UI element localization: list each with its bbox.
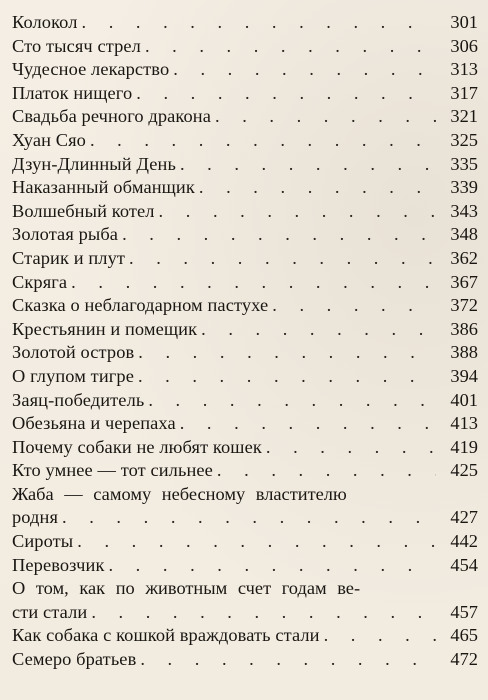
- toc-entry-page: 442: [450, 531, 478, 552]
- toc-entry-page: 386: [450, 318, 478, 339]
- toc-entry-page: 413: [450, 413, 478, 434]
- toc-entry-page: 388: [450, 342, 478, 363]
- dot-leader: [201, 318, 436, 342]
- toc-entry-title: Чудесное лекарство: [12, 59, 170, 80]
- dot-leader: [90, 129, 436, 153]
- toc-entry: [12, 530, 478, 554]
- toc-entry: [12, 389, 478, 413]
- dot-leader: [136, 82, 436, 106]
- toc-entry-page: 339: [450, 177, 478, 198]
- dot-leader: [199, 176, 436, 200]
- toc-entry: [12, 247, 478, 271]
- dot-leader: [180, 412, 436, 436]
- toc-entry-title: Сироты: [12, 531, 74, 552]
- toc-entry-page: 394: [450, 365, 478, 386]
- toc-entry: [12, 648, 478, 672]
- toc-entry-title: Старик и плут: [12, 247, 126, 268]
- dot-leader: [159, 200, 436, 224]
- toc-entry: [12, 341, 478, 365]
- toc-entry: [12, 318, 478, 342]
- toc-entry-page: 325: [450, 129, 478, 150]
- dot-leader: [77, 530, 436, 554]
- toc-entry: [12, 129, 478, 153]
- toc-entry-title: Хуан Сяо: [12, 129, 86, 150]
- toc-entry-title-line2: сти стали: [12, 601, 88, 622]
- toc-entry-title: Волшебный котел: [12, 200, 155, 221]
- dot-leader: [180, 153, 436, 177]
- toc-entry-page: 348: [450, 224, 478, 245]
- dot-leader: [140, 648, 436, 672]
- toc-entry: [12, 459, 478, 483]
- toc-entry-page: 419: [450, 436, 478, 457]
- toc-entry-title: Почему собаки не любят кошек: [12, 436, 262, 457]
- toc-entry-title: Семеро братьев: [12, 649, 137, 670]
- toc-entry: [12, 271, 478, 295]
- toc-entry-title: Сто тысяч стрел: [12, 35, 141, 56]
- toc-entry: [12, 200, 478, 224]
- toc-entry-title: Дзун-Длинный День: [12, 153, 176, 174]
- dot-leader: [138, 365, 436, 389]
- dot-leader: [217, 459, 436, 483]
- toc-entry-page: 321: [450, 106, 478, 127]
- toc-entry-title: О глупом тигре: [12, 365, 134, 386]
- toc-entry-title: Крестьянин и помещик: [12, 318, 198, 339]
- toc-entry: [12, 153, 478, 177]
- toc-entry-title: Колокол: [12, 12, 78, 32]
- toc-entry-page: 306: [450, 35, 478, 56]
- toc-entry-title-line1: Жаба — самому небесному властителю: [12, 483, 347, 504]
- dot-leader: [108, 554, 436, 578]
- toc-entry-page: 401: [450, 389, 478, 410]
- toc-entry: [12, 412, 478, 436]
- toc-entry: [12, 624, 478, 648]
- dot-leader: [272, 294, 436, 318]
- toc-entry: [12, 436, 478, 460]
- dot-leader: [71, 271, 436, 295]
- dot-leader: [266, 436, 436, 460]
- dot-leader: [173, 58, 436, 82]
- toc-entry-title: Заяц-победитель: [12, 389, 145, 410]
- toc-entry-page: 425: [450, 460, 478, 481]
- toc-entry-multiline: [12, 483, 478, 530]
- toc-entry: [12, 294, 478, 318]
- toc-entry-title: Сказка о неблагодарном пастухе: [12, 295, 269, 316]
- dot-leader: [91, 601, 436, 625]
- dot-leader: [82, 11, 436, 35]
- dot-leader: [138, 341, 436, 365]
- toc-entry-page: 427: [450, 507, 478, 528]
- dot-leader: [324, 624, 436, 648]
- toc-entry: [12, 11, 478, 35]
- toc-entry: [12, 58, 478, 82]
- toc-entry-page: 317: [450, 82, 478, 103]
- toc-entry-page: 362: [450, 247, 478, 268]
- toc-entry-page: 335: [450, 153, 478, 174]
- toc-entry-page: 457: [450, 601, 478, 622]
- dot-leader: [62, 506, 436, 530]
- toc-entry: [12, 365, 478, 389]
- toc-entry-page: 367: [450, 271, 478, 292]
- dot-leader: [129, 247, 436, 271]
- toc-entry-title: Платок нищего: [12, 82, 133, 103]
- toc-entry-page: 372: [450, 295, 478, 316]
- toc-entry-title: Золотой остров: [12, 342, 135, 363]
- toc-entry-title: Наказанный обманщик: [12, 177, 195, 198]
- toc-entry-title-line1: О том, как по животным счет годам ве-: [12, 578, 361, 599]
- toc-entry: [12, 223, 478, 247]
- toc-entry-title: Золотая рыба: [12, 224, 119, 245]
- toc-entry-page: 343: [450, 200, 478, 221]
- toc-entry-page: 301: [450, 12, 478, 32]
- toc-entry: [12, 554, 478, 578]
- toc-entry: [12, 176, 478, 200]
- table-of-contents: [12, 11, 478, 672]
- toc-entry-title: Кто умнее — тот сильнее: [12, 460, 213, 481]
- toc-entry: [12, 35, 478, 59]
- toc-entry-page: 454: [450, 554, 478, 575]
- dot-leader: [215, 105, 436, 129]
- toc-entry-title-line2: родня: [12, 507, 59, 528]
- toc-entry-title: Скряга: [12, 271, 68, 292]
- toc-entry: [12, 105, 478, 129]
- dot-leader: [148, 389, 436, 413]
- toc-entry: [12, 82, 478, 106]
- dot-leader: [122, 223, 436, 247]
- toc-entry-title: Обезьяна и черепаха: [12, 413, 176, 434]
- toc-entry-title: Как собака с кошкой враждовать стали: [12, 625, 320, 646]
- toc-entry-title: Свадьба речного дракона: [12, 106, 212, 127]
- dot-leader: [145, 35, 436, 59]
- toc-entry-title: Перевозчик: [12, 554, 105, 575]
- toc-entry-page: 472: [450, 649, 478, 670]
- toc-entry-page: 313: [450, 59, 478, 80]
- toc-entry-multiline: [12, 577, 478, 624]
- toc-entry-page: 465: [450, 625, 478, 646]
